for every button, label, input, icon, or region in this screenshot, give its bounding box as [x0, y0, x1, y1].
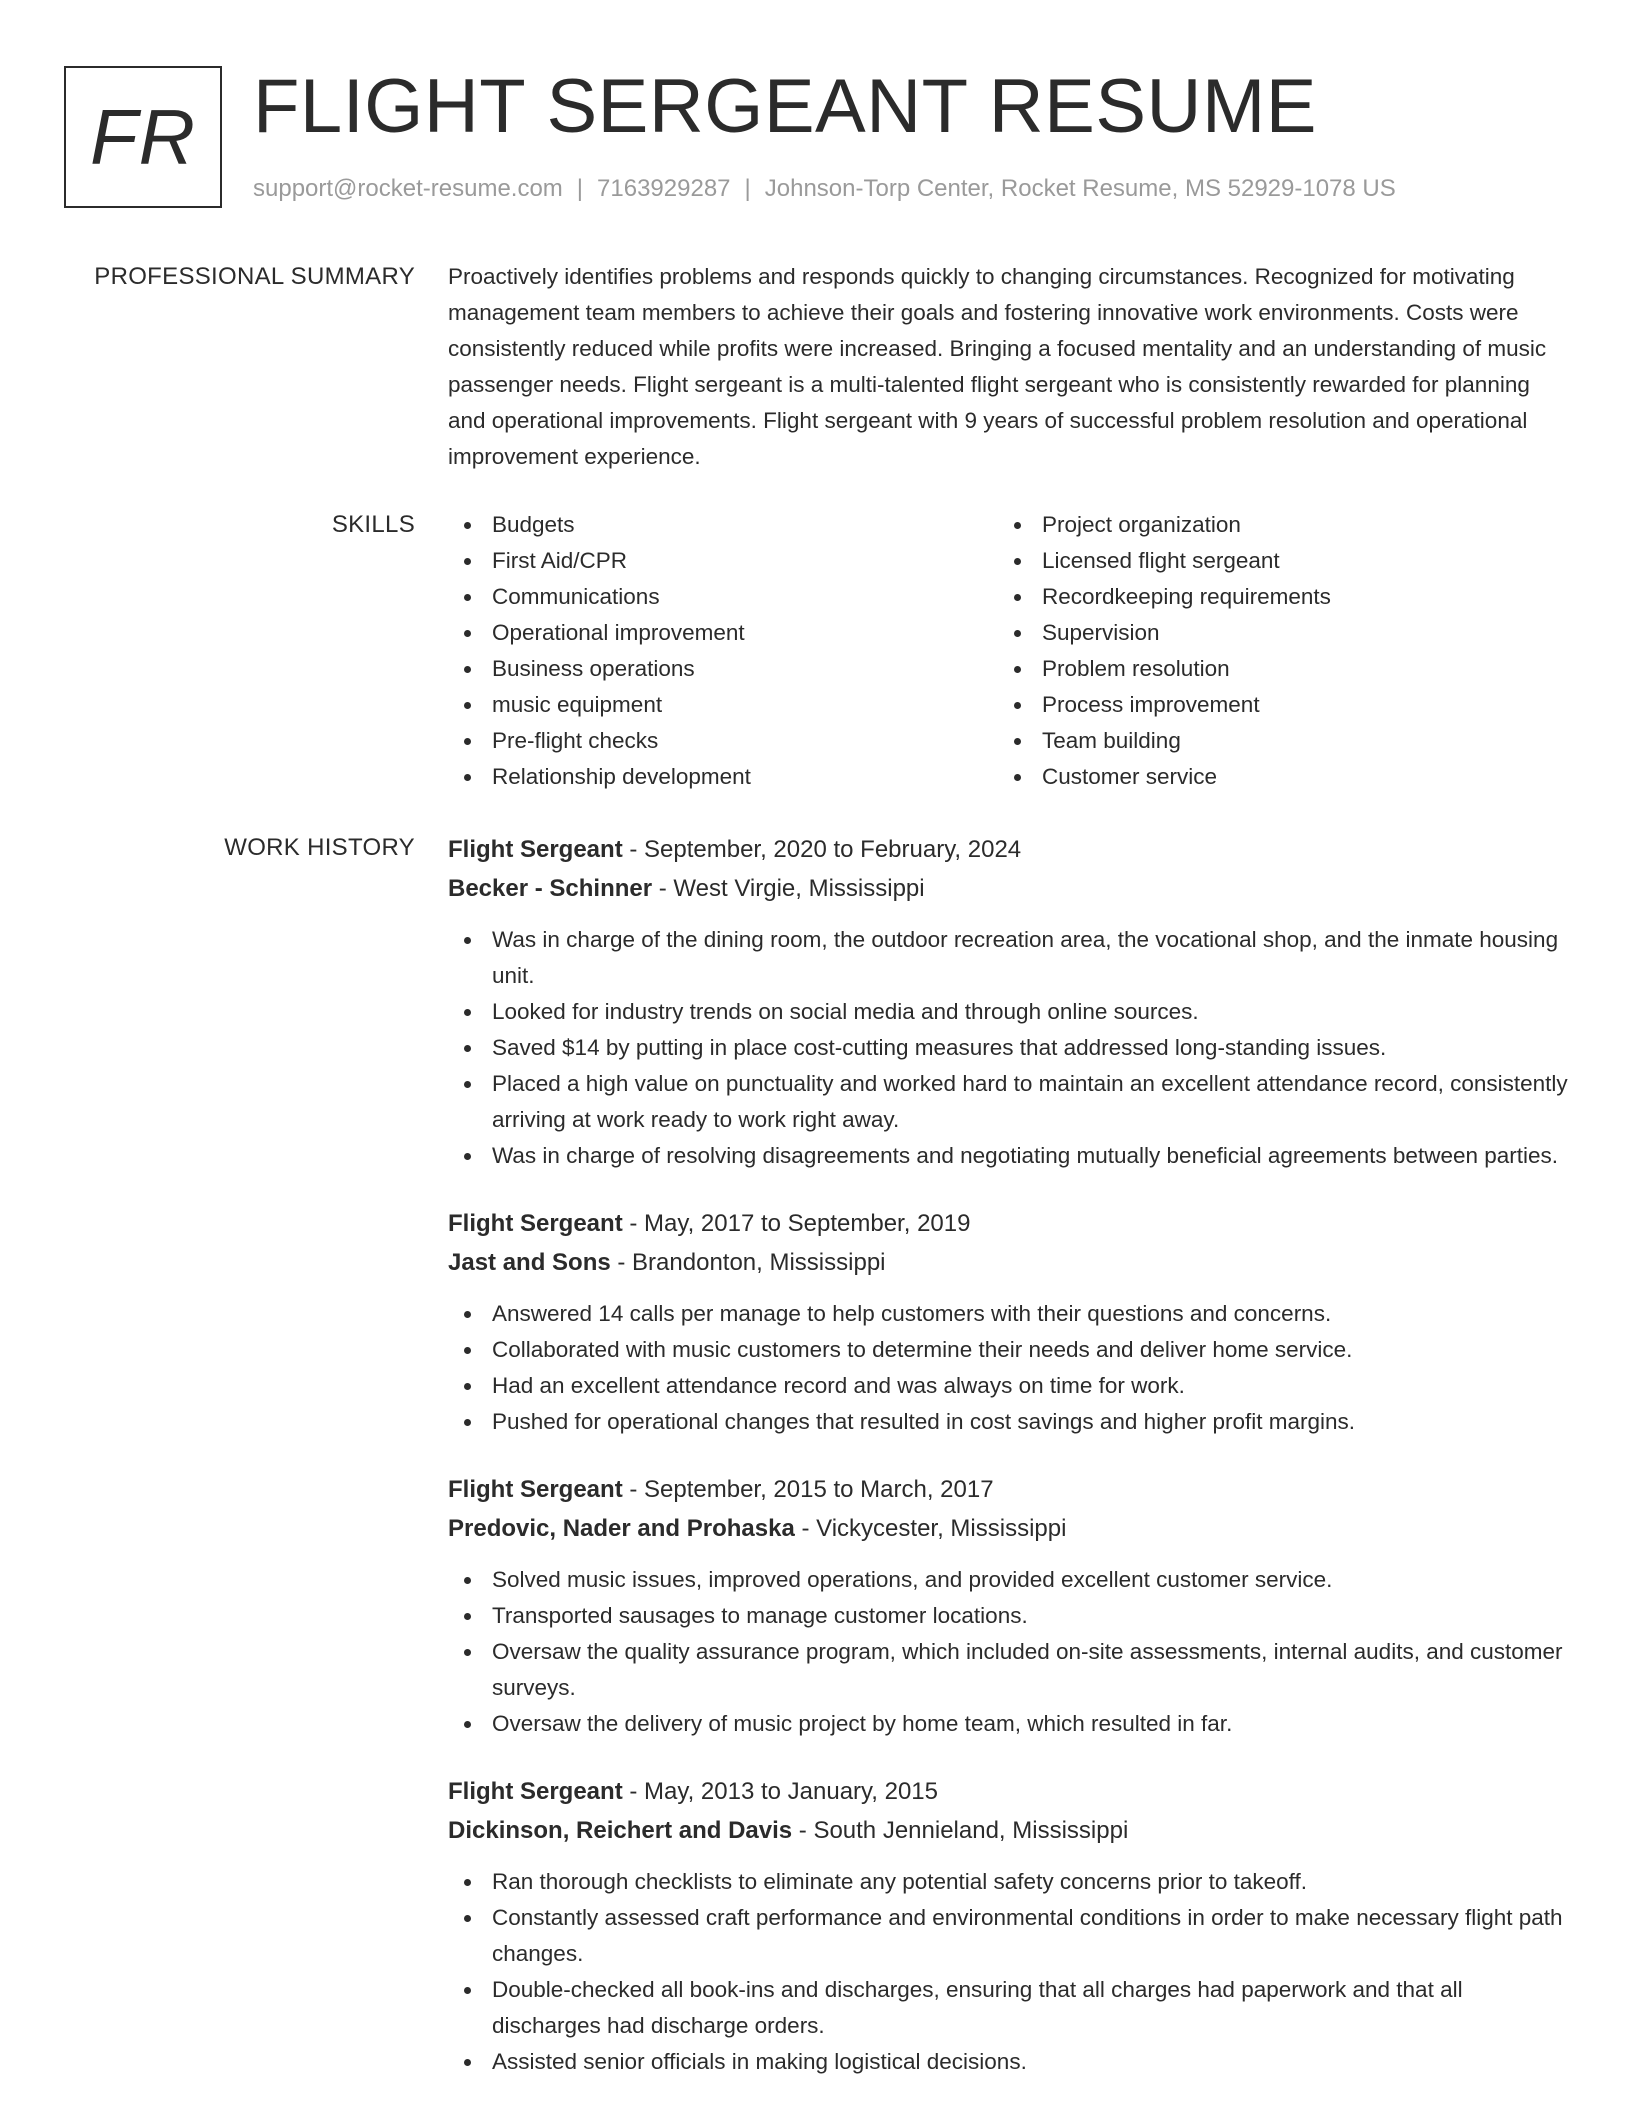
job-company: Dickinson, Reichert and Davis: [448, 1817, 793, 1844]
job-bullets: [448, 1864, 1570, 2080]
job-company-line: [448, 1811, 1570, 1850]
job-company-line: [448, 1243, 1570, 1282]
job-dates: - September, 2020 to February, 2024: [622, 836, 1022, 863]
job-location: - Brandonton, Mississippi: [610, 1249, 886, 1276]
job-entry: [448, 1470, 1570, 1742]
contact-phone: 7163929287: [597, 175, 731, 202]
skills-column-left: [448, 507, 998, 795]
skill-item: Operational improvement: [448, 615, 998, 651]
skill-item: Supervision: [998, 615, 1548, 651]
job-bullet: Looked for industry trends on social media and through online sources.: [448, 994, 1570, 1030]
contact-separator: |: [744, 175, 751, 202]
summary-text: Proactively identifies problems and responds quickly to changing circumstances. Recognized for motivating management team members to achieve their goals and fostering innovative work environments. Costs were consistently reduced while profits were increased. Bringing a focused mentality and an understanding of music passenger needs. Flight sergeant is a multi-talented flight sergeant who is consistently rewarded for planning and operational improvements. Flight sergeant with 9 years of successful problem resolution and operational improvement experience.: [448, 264, 1547, 469]
job-company: Becker - Schinner: [448, 875, 653, 902]
job-title: Flight Sergeant: [448, 1778, 623, 1805]
job-bullet: Had an excellent attendance record and was always on time for work.: [448, 1368, 1570, 1404]
skill-item: Pre-flight checks: [448, 723, 998, 759]
skill-item: Recordkeeping requirements: [998, 579, 1548, 615]
job-bullet: Transported sausages to manage customer locations.: [448, 1598, 1570, 1634]
job-title: Flight Sergeant: [448, 836, 623, 863]
job-dates: - May, 2013 to January, 2015: [622, 1778, 938, 1805]
job-entry: [448, 1204, 1570, 1440]
monogram-box: [64, 66, 222, 208]
section-label-summary: PROFESSIONAL SUMMARY: [94, 263, 415, 290]
job-bullet: Saved $14 by putting in place cost-cutting measures that addressed long-standing issues.: [448, 1030, 1570, 1066]
job-bullet: Assisted senior officials in making logistical decisions.: [448, 2044, 1570, 2080]
job-bullets: [448, 922, 1570, 1174]
job-bullets: [448, 1562, 1570, 1742]
skill-item: First Aid/CPR: [448, 543, 998, 579]
job-company: Jast and Sons: [448, 1249, 611, 1276]
job-bullet: Was in charge of the dining room, the outdoor recreation area, the vocational shop, and the inmate housing unit.: [448, 922, 1570, 994]
contact-separator: |: [576, 175, 584, 202]
contact-line: [253, 174, 1396, 204]
job-dates: - May, 2017 to September, 2019: [622, 1210, 971, 1237]
job-company-line: [448, 869, 1570, 908]
job-entry: [448, 1772, 1570, 2080]
summary-body: [448, 259, 1570, 475]
job-bullet: Ran thorough checklists to eliminate any potential safety concerns prior to takeoff.: [448, 1864, 1570, 1900]
job-title: Flight Sergeant: [448, 1476, 623, 1503]
skill-item: Process improvement: [998, 687, 1548, 723]
skill-item: music equipment: [448, 687, 998, 723]
job-location: - South Jennieland, Mississippi: [792, 1817, 1129, 1844]
job-location: - Vickycester, Mississippi: [794, 1515, 1067, 1542]
job-title-line: [448, 1772, 1570, 1811]
job-title-line: [448, 1204, 1570, 1243]
job-bullets: [448, 1296, 1570, 1440]
skill-item: Licensed flight sergeant: [998, 543, 1548, 579]
job-bullet: Constantly assessed craft performance and environmental conditions in order to make necessary flight path changes.: [448, 1900, 1570, 1972]
skill-item: Problem resolution: [998, 651, 1548, 687]
skill-item: Customer service: [998, 759, 1548, 795]
job-title-line: [448, 830, 1570, 869]
skills-body: [448, 507, 1570, 795]
job-bullet: Placed a high value on punctuality and worked hard to maintain an excellent attendance record, consistently arriving at work ready to work right away.: [448, 1066, 1570, 1138]
job-bullet: Pushed for operational changes that resulted in cost savings and higher profit margins.: [448, 1404, 1570, 1440]
job-bullet: Solved music issues, improved operations, and provided excellent customer service.: [448, 1562, 1570, 1598]
job-company-line: [448, 1509, 1570, 1548]
job-company: Predovic, Nader and Prohaska: [448, 1515, 795, 1542]
skill-item: Business operations: [448, 651, 998, 687]
skill-item: Relationship development: [448, 759, 998, 795]
job-location: - West Virgie, Mississippi: [652, 875, 925, 902]
job-bullet: Oversaw the quality assurance program, which included on-site assessments, internal audits, and customer surveys.: [448, 1634, 1570, 1706]
skill-item: Budgets: [448, 507, 998, 543]
work-history-body: [448, 830, 1570, 2110]
job-bullet: Answered 14 calls per manage to help customers with their questions and concerns.: [448, 1296, 1570, 1332]
job-bullet: Double-checked all book-ins and discharges, ensuring that all charges had paperwork and that all discharges had discharge orders.: [448, 1972, 1570, 2044]
monogram-initials: FR: [90, 92, 196, 181]
contact-email: support@rocket-resume.com: [253, 175, 563, 202]
resume-header: [64, 64, 1584, 210]
job-bullet: Was in charge of resolving disagreements and negotiating mutually beneficial agreements between parties.: [448, 1138, 1570, 1174]
contact-address: Johnson-Torp Center, Rocket Resume, MS 52929-1078 US: [764, 175, 1396, 202]
skill-item: Team building: [998, 723, 1548, 759]
resume-title: FLIGHT SERGEANT RESUME: [253, 64, 1317, 149]
section-label-work-history: WORK HISTORY: [224, 834, 415, 861]
section-label-skills: SKILLS: [331, 511, 415, 538]
job-bullet: Collaborated with music customers to determine their needs and deliver home service.: [448, 1332, 1570, 1368]
job-title: Flight Sergeant: [448, 1210, 623, 1237]
job-dates: - September, 2015 to March, 2017: [622, 1476, 994, 1503]
job-bullet: Oversaw the delivery of music project by home team, which resulted in far.: [448, 1706, 1570, 1742]
skills-column-right: [998, 507, 1548, 795]
job-title-line: [448, 1470, 1570, 1509]
skill-item: Project organization: [998, 507, 1548, 543]
job-entry: [448, 830, 1570, 1174]
skill-item: Communications: [448, 579, 998, 615]
